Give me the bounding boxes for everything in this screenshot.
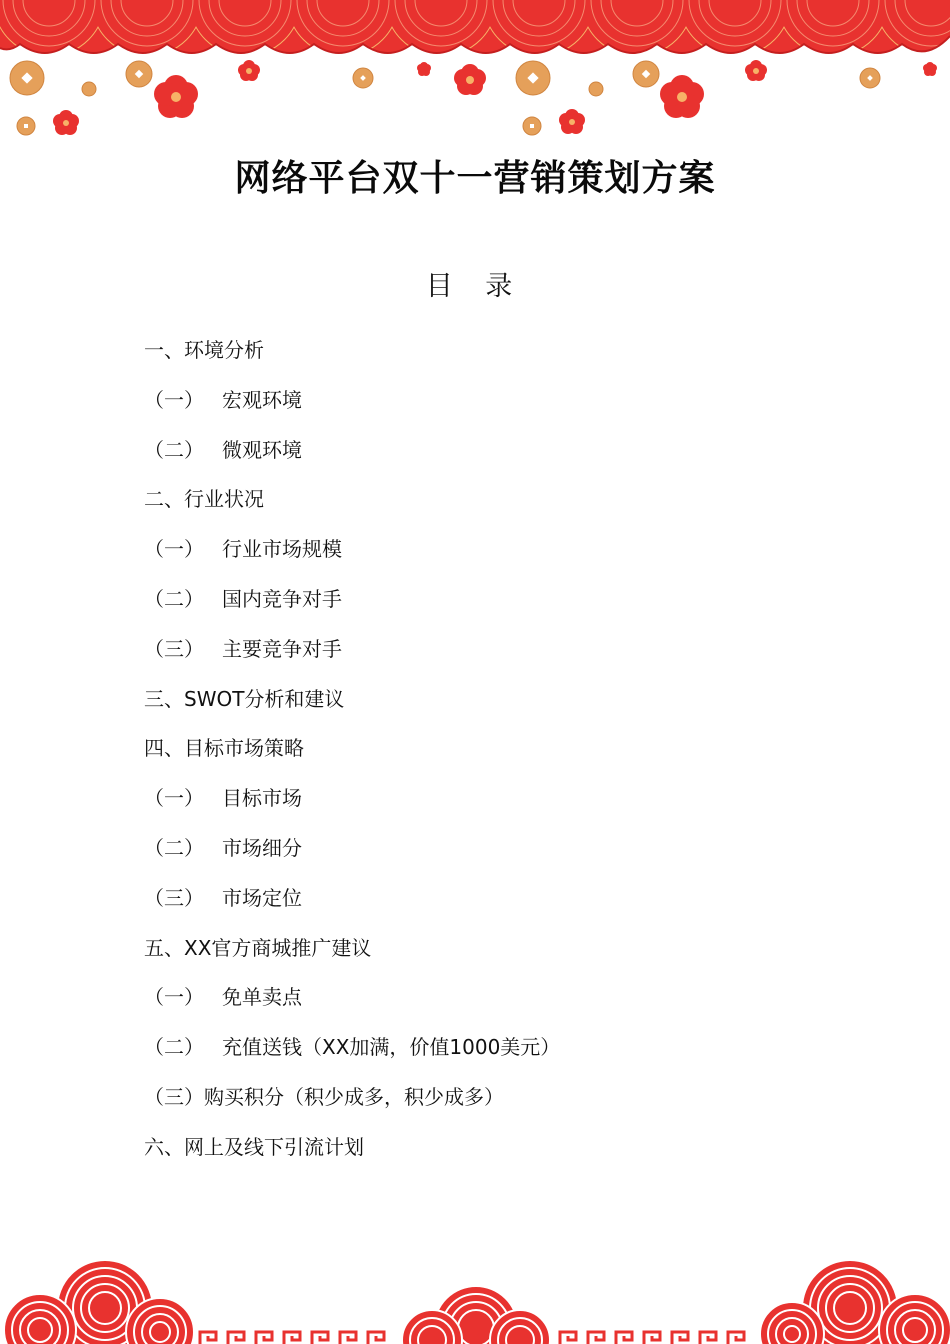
toc-text: 市场定位 — [222, 885, 302, 910]
toc-subsection — [144, 830, 844, 880]
toc-number: 五、 — [144, 935, 184, 960]
toc-number: （三） — [144, 636, 204, 661]
toc-subsection — [144, 1079, 844, 1129]
toc-text: 充值送钱（XX加满，价值1000美元） — [222, 1035, 561, 1060]
document-title: 网络平台双十一营销策划方案 — [234, 158, 716, 199]
toc-text: 免单卖点 — [222, 985, 302, 1010]
toc-number: （三） — [144, 885, 204, 910]
toc-text: 微观环境 — [222, 437, 302, 462]
toc-number: （一） — [144, 985, 204, 1010]
toc-subsection — [144, 780, 844, 830]
top-festive-border — [0, 0, 950, 150]
toc-number: （一） — [144, 786, 204, 811]
toc-text: 主要竞争对手 — [222, 636, 342, 661]
toc-section — [144, 481, 844, 531]
toc-text: 购买积分（积少成多，积少成多） — [204, 1084, 504, 1109]
toc-text: SWOT分析和建议 — [184, 686, 345, 711]
toc-number: （一） — [144, 387, 204, 412]
toc-section — [144, 1129, 844, 1179]
toc-subsection — [144, 880, 844, 930]
bottom-cloud-border — [0, 1250, 950, 1344]
toc-number: 六、 — [144, 1134, 184, 1159]
table-of-contents — [144, 332, 844, 1179]
toc-subsection — [144, 432, 844, 482]
toc-number: （二） — [144, 1035, 204, 1060]
toc-heading: 目 录 — [425, 271, 525, 302]
toc-text: 行业状况 — [184, 487, 264, 512]
auspicious-cloud-icon — [402, 1286, 550, 1344]
toc-subsection — [144, 382, 844, 432]
toc-number: （二） — [144, 437, 204, 462]
toc-text: 行业市场规模 — [222, 537, 342, 562]
toc-text: 网上及线下引流计划 — [184, 1134, 364, 1159]
toc-text: 目标市场策略 — [184, 736, 304, 761]
toc-subsection — [144, 581, 844, 631]
toc-subsection — [144, 531, 844, 581]
plum-blossom-icon — [53, 60, 937, 135]
toc-number: 三、 — [144, 686, 184, 711]
toc-text: 市场细分 — [222, 835, 302, 860]
auspicious-cloud-icon — [4, 1260, 194, 1344]
toc-text: 环境分析 — [184, 338, 264, 362]
toc-text: XX官方商城推广建议 — [184, 935, 372, 960]
toc-number: （二） — [144, 586, 204, 611]
toc-text: 目标市场 — [222, 786, 302, 811]
toc-text: 国内竞争对手 — [222, 586, 342, 611]
toc-number: 一、 — [144, 338, 184, 362]
toc-section — [144, 332, 844, 382]
auspicious-cloud-icon — [760, 1260, 950, 1344]
toc-text: 宏观环境 — [222, 387, 302, 412]
toc-number: 二、 — [144, 487, 184, 512]
toc-subsection — [144, 979, 844, 1029]
toc-section — [144, 930, 844, 980]
toc-number: （二） — [144, 835, 204, 860]
toc-number: 四、 — [144, 736, 184, 761]
toc-section — [144, 730, 844, 780]
toc-subsection — [144, 631, 844, 681]
toc-number: （三） — [144, 1084, 204, 1109]
toc-section — [144, 681, 844, 731]
toc-number: （一） — [144, 537, 204, 562]
toc-subsection — [144, 1029, 844, 1079]
